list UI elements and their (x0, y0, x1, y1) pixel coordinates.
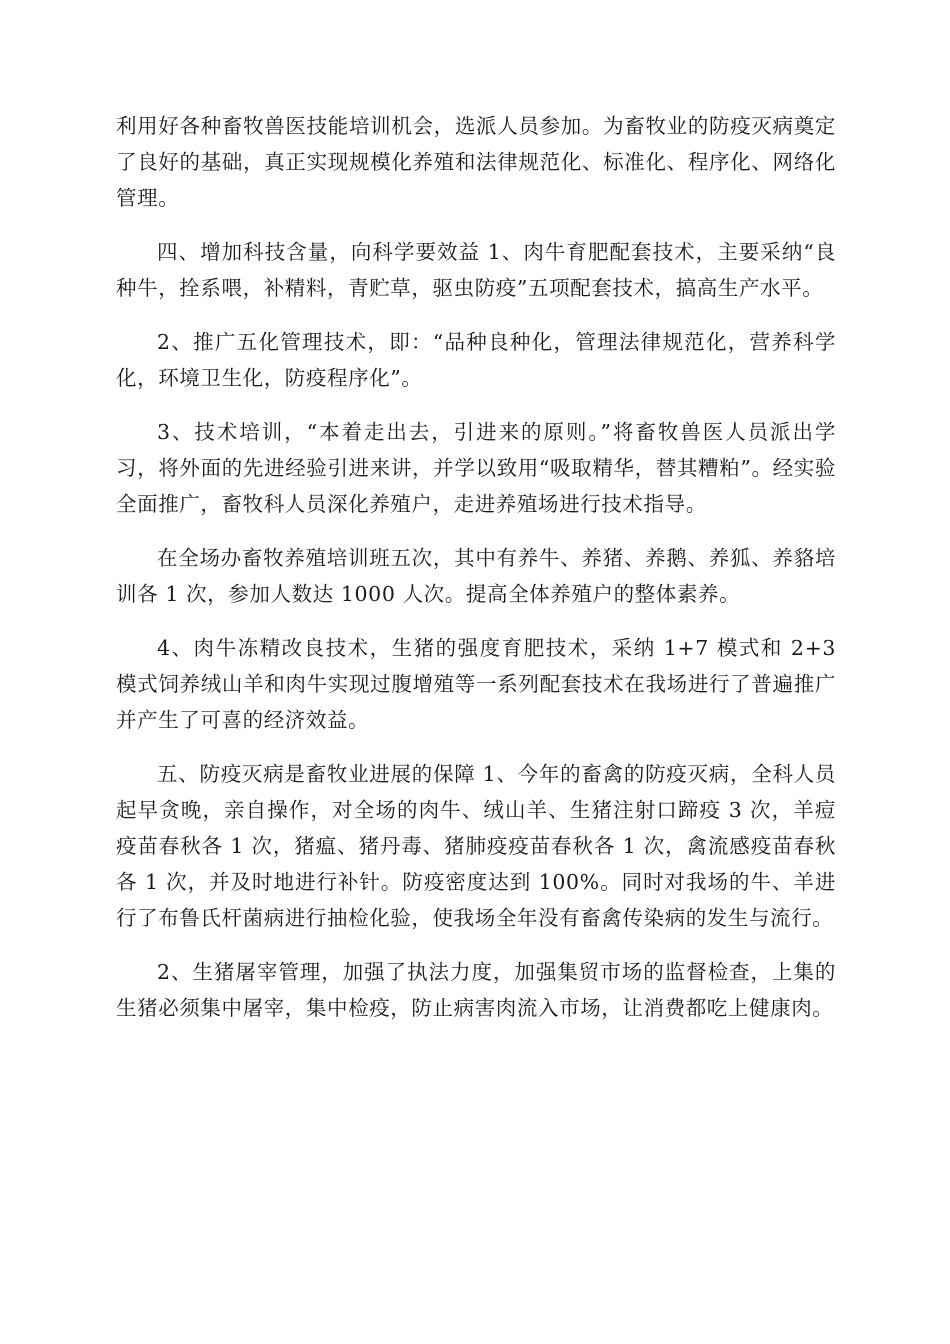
paragraph-section-five-epidemic-prevention: 五、防疫灭病是畜牧业进展的保障 1、今年的畜禽的防疫灭病，全科人员起早贪晚，亲自操作，对全场的肉牛、绒山羊、生猪注射口蹄疫 3 次，羊痘疫苗春秋各 1 次，猪瘟、猪丹毒、猪肺疫疫苗春秋各 1 次，禽流感疫苗春秋各 1 次，并及时地进行补针。防疫密度达到 100%。同时对我场的牛、羊进行了布鲁氏杆菌病进行抽检化验，使我场全年没有畜禽传染病的发生与流行。 (116, 762, 836, 930)
paragraph-training-classes: 在全场办畜牧养殖培训班五次，其中有养牛、养猪、养鹅、养狐、养貉培训各 1 次，参加人数达 1000 人次。提高全体养殖户的整体素养。 (116, 546, 836, 606)
paragraph-technical-training: 3、技术培训，“本着走出去，引进来的原则。”将畜牧兽医人员派出学习，将外面的先进经验引进来讲，并学以致用“吸取精华，替其糟粕”。经实验全面推广，畜牧科人员深化养殖户，走进养殖场进行技术指导。 (116, 420, 836, 516)
paragraph-pig-slaughter-management: 2、生猪屠宰管理，加强了执法力度，加强集贸市场的监督检查，上集的生猪必须集中屠宰，集中检疫，防止病害肉流入市场，让消费都吃上健康肉。 (116, 960, 836, 1020)
paragraph-frozen-semen-improvement: 4、肉牛冻精改良技术，生猪的强度育肥技术，采纳 1+7 模式和 2+3 模式饲养绒山羊和肉牛实现过腹增殖等一系列配套技术在我场进行了普遍推广并产生了可喜的经济效益。 (116, 636, 836, 732)
paragraph-training-opportunities: 利用好各种畜牧兽医技能培训机会，选派人员参加。为畜牧业的防疫灭病奠定了良好的基础，真正实现规模化养殖和法律规范化、标准化、程序化、网络化管理。 (116, 114, 836, 210)
paragraph-five-modernizations: 2、推广五化管理技术，即：“品种良种化，管理法律规范化，营养科学化，环境卫生化，防疫程序化”。 (116, 330, 836, 390)
document-body (116, 108, 836, 1044)
paragraph-section-four-beef-fattening: 四、增加科技含量，向科学要效益 1、肉牛育肥配套技术，主要采纳“良种牛，拴系喂，补精料，青贮草，驱虫防疫”五项配套技术，搞高生产水平。 (116, 240, 836, 300)
